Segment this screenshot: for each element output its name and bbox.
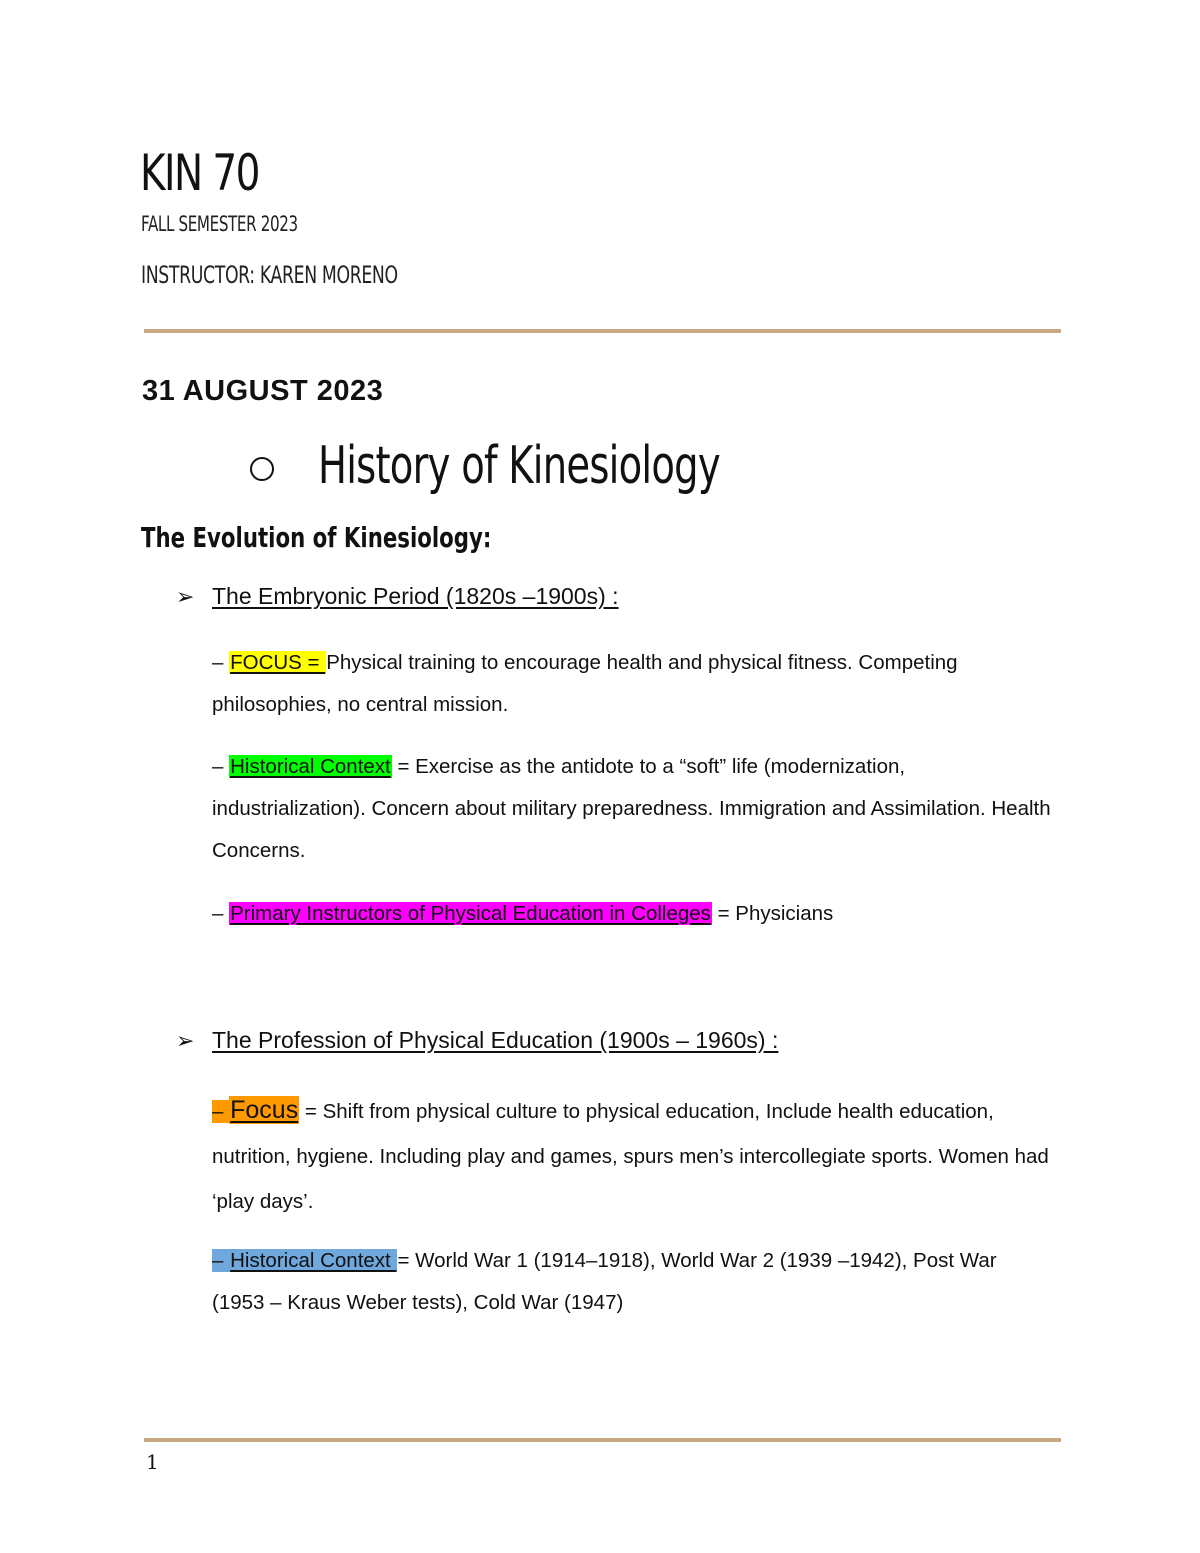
dash: – [212,902,230,925]
section-title: The Profession of Physical Education (1900s – 1960s) : [212,1027,779,1053]
footer-divider [144,1438,1061,1442]
highlighted-label: Historical Context [230,1249,397,1272]
semester-label: FALL SEMESTER 2023 [141,212,298,236]
dash: – [212,1249,230,1272]
lecture-date: 31 AUGUST 2023 [142,375,384,407]
note-item [212,642,1052,726]
note-item [212,1240,1052,1324]
section-title: The Embryonic Period (1820s –1900s) : [212,583,619,609]
note-text: = Exercise as the antidote to a “soft” life (modernization, industrialization). Concern about military preparedness. Immigration and Assimilation. Health Concerns. [212,755,1051,862]
highlighted-label: Focus [230,1096,299,1124]
note-item [212,893,1052,935]
highlighted-label: FOCUS = [230,651,326,674]
topic-title: History of Kinesiology [318,436,720,496]
section-heading [176,1027,778,1054]
note-text: = Shift from physical culture to physical education, Include health education, nutrition, hygiene. Including play and games, spurs men’s intercollegiate sports. Women had ‘play days’. [212,1100,1049,1213]
course-title: KIN 70 [140,144,259,202]
header-divider [144,329,1061,333]
dash: – [212,651,230,674]
section-heading [176,583,619,610]
page-number: 1 [146,1450,159,1474]
hollow-circle-bullet-icon [250,457,274,481]
topic-heading [250,436,861,496]
subheading: The Evolution of Kinesiology: [141,521,492,554]
instructor-label: INSTRUCTOR: KAREN MORENO [141,261,398,289]
note-text: = World War 1 (1914–1918), World War 2 (1939 –1942), Post War (1953 – Kraus Weber tests), Cold War (1947) [212,1249,997,1314]
note-text: = Physicians [711,902,834,925]
highlighted-label: Historical Context [230,755,391,778]
highlighted-label: Primary Instructors of Physical Education in Colleges [230,902,711,925]
arrow-bullet-icon: ➢ [176,1029,195,1054]
arrow-bullet-icon: ➢ [176,585,195,610]
dash: – [212,1100,230,1123]
dash: – [212,755,230,778]
note-item [212,1088,1052,1224]
note-item [212,746,1052,872]
note-text: Physical training to encourage health and physical fitness. Competing philosophies, no central mission. [212,651,958,716]
